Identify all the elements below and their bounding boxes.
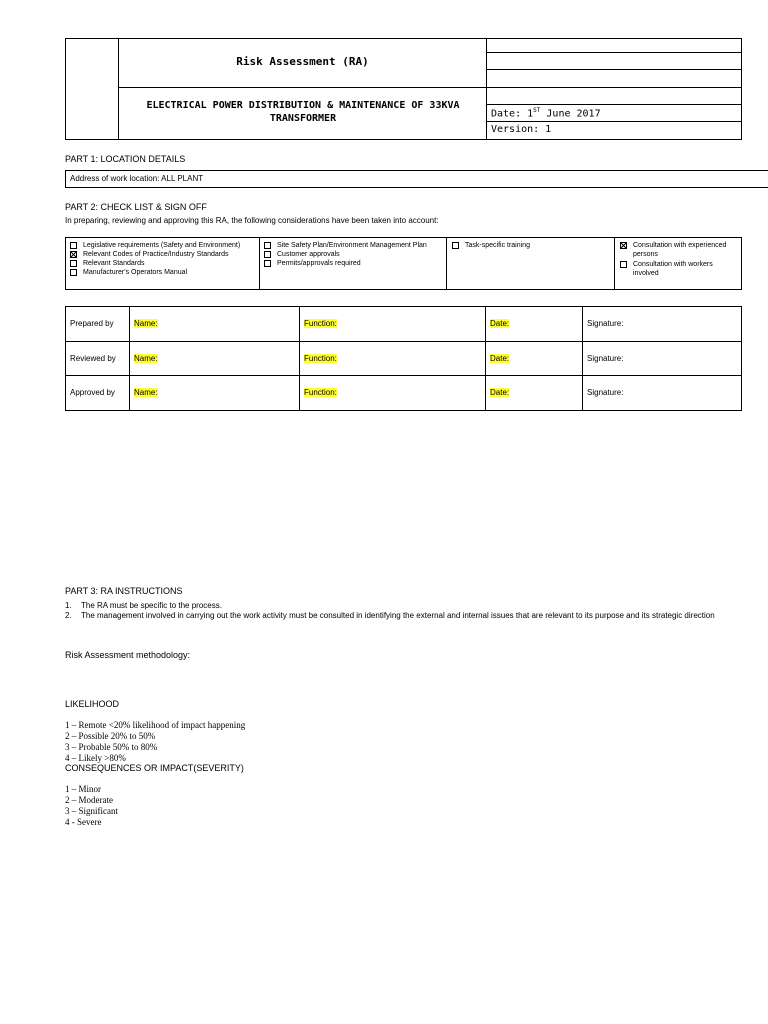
document-date <box>491 107 601 119</box>
signature-label: Signature: <box>587 353 624 363</box>
instruction-number: 2. <box>65 611 72 620</box>
part1-heading: PART 1: LOCATION DETAILS <box>65 154 186 164</box>
signoff-role: Reviewed by <box>66 342 130 376</box>
checklist-col-4 <box>620 241 740 278</box>
likelihood-item: 3 – Probable 50% to 80% <box>65 742 158 752</box>
signoff-role: Approved by <box>66 376 130 411</box>
instruction-item <box>65 601 725 611</box>
part2-heading: PART 2: CHECK LIST & SIGN OFF <box>65 202 207 212</box>
checklist-label: Site Safety Plan/Environment Management Plan <box>277 242 427 249</box>
checklist-label: Customer approvals <box>277 251 340 258</box>
date-label: Date: <box>490 388 510 397</box>
header-divider-mid <box>486 38 487 140</box>
logo-cell <box>118 38 119 140</box>
checklist-label: Task-specific training <box>465 242 530 249</box>
checklist-item[interactable] <box>70 268 258 277</box>
checklist-col-3 <box>452 241 612 250</box>
date-prefix: Date: 1 <box>491 108 534 120</box>
name-label: Name: <box>134 319 158 328</box>
checkbox[interactable] <box>264 242 271 249</box>
date-suffix: June 2017 <box>540 108 601 120</box>
checklist-item[interactable] <box>620 260 740 278</box>
signoff-table <box>65 306 742 411</box>
checklist-label: Consultation with experienced persons <box>633 242 727 258</box>
header-right-line-5 <box>486 121 742 122</box>
function-label: Function: <box>304 353 337 363</box>
checklist-item[interactable] <box>70 259 258 268</box>
consequences-list <box>65 784 118 828</box>
checklist-col-1 <box>70 241 258 277</box>
checklist-label: Permits/approvals required <box>277 260 361 267</box>
likelihood-item: 4 – Likely >80% <box>65 753 126 763</box>
likelihood-heading: LIKELIHOOD <box>65 699 120 709</box>
consequence-item: 1 – Minor <box>65 784 101 794</box>
signoff-function-cell[interactable] <box>300 307 486 342</box>
document-subtitle: ELECTRICAL POWER DISTRIBUTION & MAINTENANCE OF 33KVA TRANSFORMER <box>146 100 460 124</box>
date-label: Date: <box>490 353 510 363</box>
signoff-role: Prepared by <box>66 307 130 342</box>
checkbox[interactable] <box>70 242 77 249</box>
function-label: Function: <box>304 319 337 328</box>
instruction-number: 1. <box>65 601 72 610</box>
likelihood-item: 1 – Remote <20% likelihood of impact happening <box>65 720 246 730</box>
name-label: Name: <box>134 353 158 363</box>
checklist-divider-3 <box>614 237 615 290</box>
document-title: Risk Assessment (RA) <box>236 55 369 68</box>
checklist-col-2 <box>264 241 445 268</box>
checklist-item[interactable] <box>620 241 740 259</box>
signoff-name-cell[interactable] <box>130 342 300 376</box>
signoff-name-cell[interactable] <box>130 376 300 411</box>
consequence-item: 4 - Severe <box>65 817 102 827</box>
checkbox[interactable] <box>452 242 459 249</box>
signoff-date-cell[interactable] <box>486 342 583 376</box>
signoff-name-cell[interactable] <box>130 307 300 342</box>
checkbox[interactable] <box>620 261 627 268</box>
likelihood-list <box>65 720 245 764</box>
checklist-label: Legislative requirements (Safety and Environment) <box>83 242 241 249</box>
checkbox[interactable] <box>70 260 77 267</box>
document-version: Version: 1 <box>491 124 552 135</box>
header-right-line-1 <box>486 52 742 53</box>
checkbox-checked[interactable] <box>70 251 77 258</box>
checklist-label: Consultation with workers involved <box>633 261 713 277</box>
header-divider-row <box>118 87 487 88</box>
consequences-heading: CONSEQUENCES OR IMPACT(SEVERITY) <box>65 763 244 773</box>
function-label: Function: <box>304 388 337 397</box>
signoff-date-cell[interactable] <box>486 307 583 342</box>
checkbox-checked[interactable] <box>620 242 627 249</box>
date-label: Date: <box>490 319 510 328</box>
checklist-item[interactable] <box>452 241 612 250</box>
methodology-label: Risk Assessment methodology: <box>65 650 191 660</box>
signoff-row <box>66 307 742 342</box>
instruction-text: The RA must be specific to the process. <box>81 601 222 610</box>
name-label: Name: <box>134 388 158 397</box>
likelihood-item: 2 – Possible 20% to 50% <box>65 731 156 741</box>
signoff-function-cell[interactable] <box>300 342 486 376</box>
checklist-divider-2 <box>446 237 447 290</box>
part3-list <box>65 601 725 621</box>
header-right-line-2 <box>486 69 742 70</box>
consequence-item: 2 – Moderate <box>65 795 113 805</box>
consequence-item: 3 – Significant <box>65 806 118 816</box>
checkbox[interactable] <box>264 251 271 258</box>
date-superscript: ST <box>533 107 541 114</box>
instruction-text: The management involved in carrying out the work activity must be consulted in identifying the external and internal issues that are relevant to its purpose and its strategic direction <box>81 611 715 620</box>
instruction-item <box>65 611 725 621</box>
header-right-line-4 <box>486 104 742 105</box>
signature-label: Signature: <box>587 388 624 397</box>
checklist-item[interactable] <box>264 250 445 259</box>
address-text: Address of work location: ALL PLANT <box>70 174 204 183</box>
checklist-item[interactable] <box>70 241 258 250</box>
checklist-label: Relevant Codes of Practice/Industry Standards <box>83 251 229 258</box>
checklist-label: Manufacturer's Operators Manual <box>83 269 188 276</box>
signoff-signature-cell[interactable] <box>583 307 742 342</box>
signature-label: Signature: <box>587 319 624 328</box>
checklist-item[interactable] <box>70 250 258 259</box>
signoff-signature-cell[interactable] <box>583 376 742 411</box>
signoff-row <box>66 376 742 411</box>
signoff-signature-cell[interactable] <box>583 342 742 376</box>
checklist-label: Relevant Standards <box>83 260 145 267</box>
checkbox[interactable] <box>264 260 271 267</box>
checklist-item[interactable] <box>264 241 445 250</box>
part2-intro: In preparing, reviewing and approving this RA, the following considerations have been taken into account: <box>65 216 439 225</box>
signoff-date-cell[interactable] <box>486 376 583 411</box>
signoff-row <box>66 342 742 376</box>
part3-heading: PART 3: RA INSTRUCTIONS <box>65 586 183 596</box>
checklist-divider-1 <box>259 237 260 290</box>
signoff-function-cell[interactable] <box>300 376 486 411</box>
checkbox[interactable] <box>70 269 77 276</box>
checklist-item[interactable] <box>264 259 445 268</box>
header-right-line-3 <box>486 87 742 88</box>
